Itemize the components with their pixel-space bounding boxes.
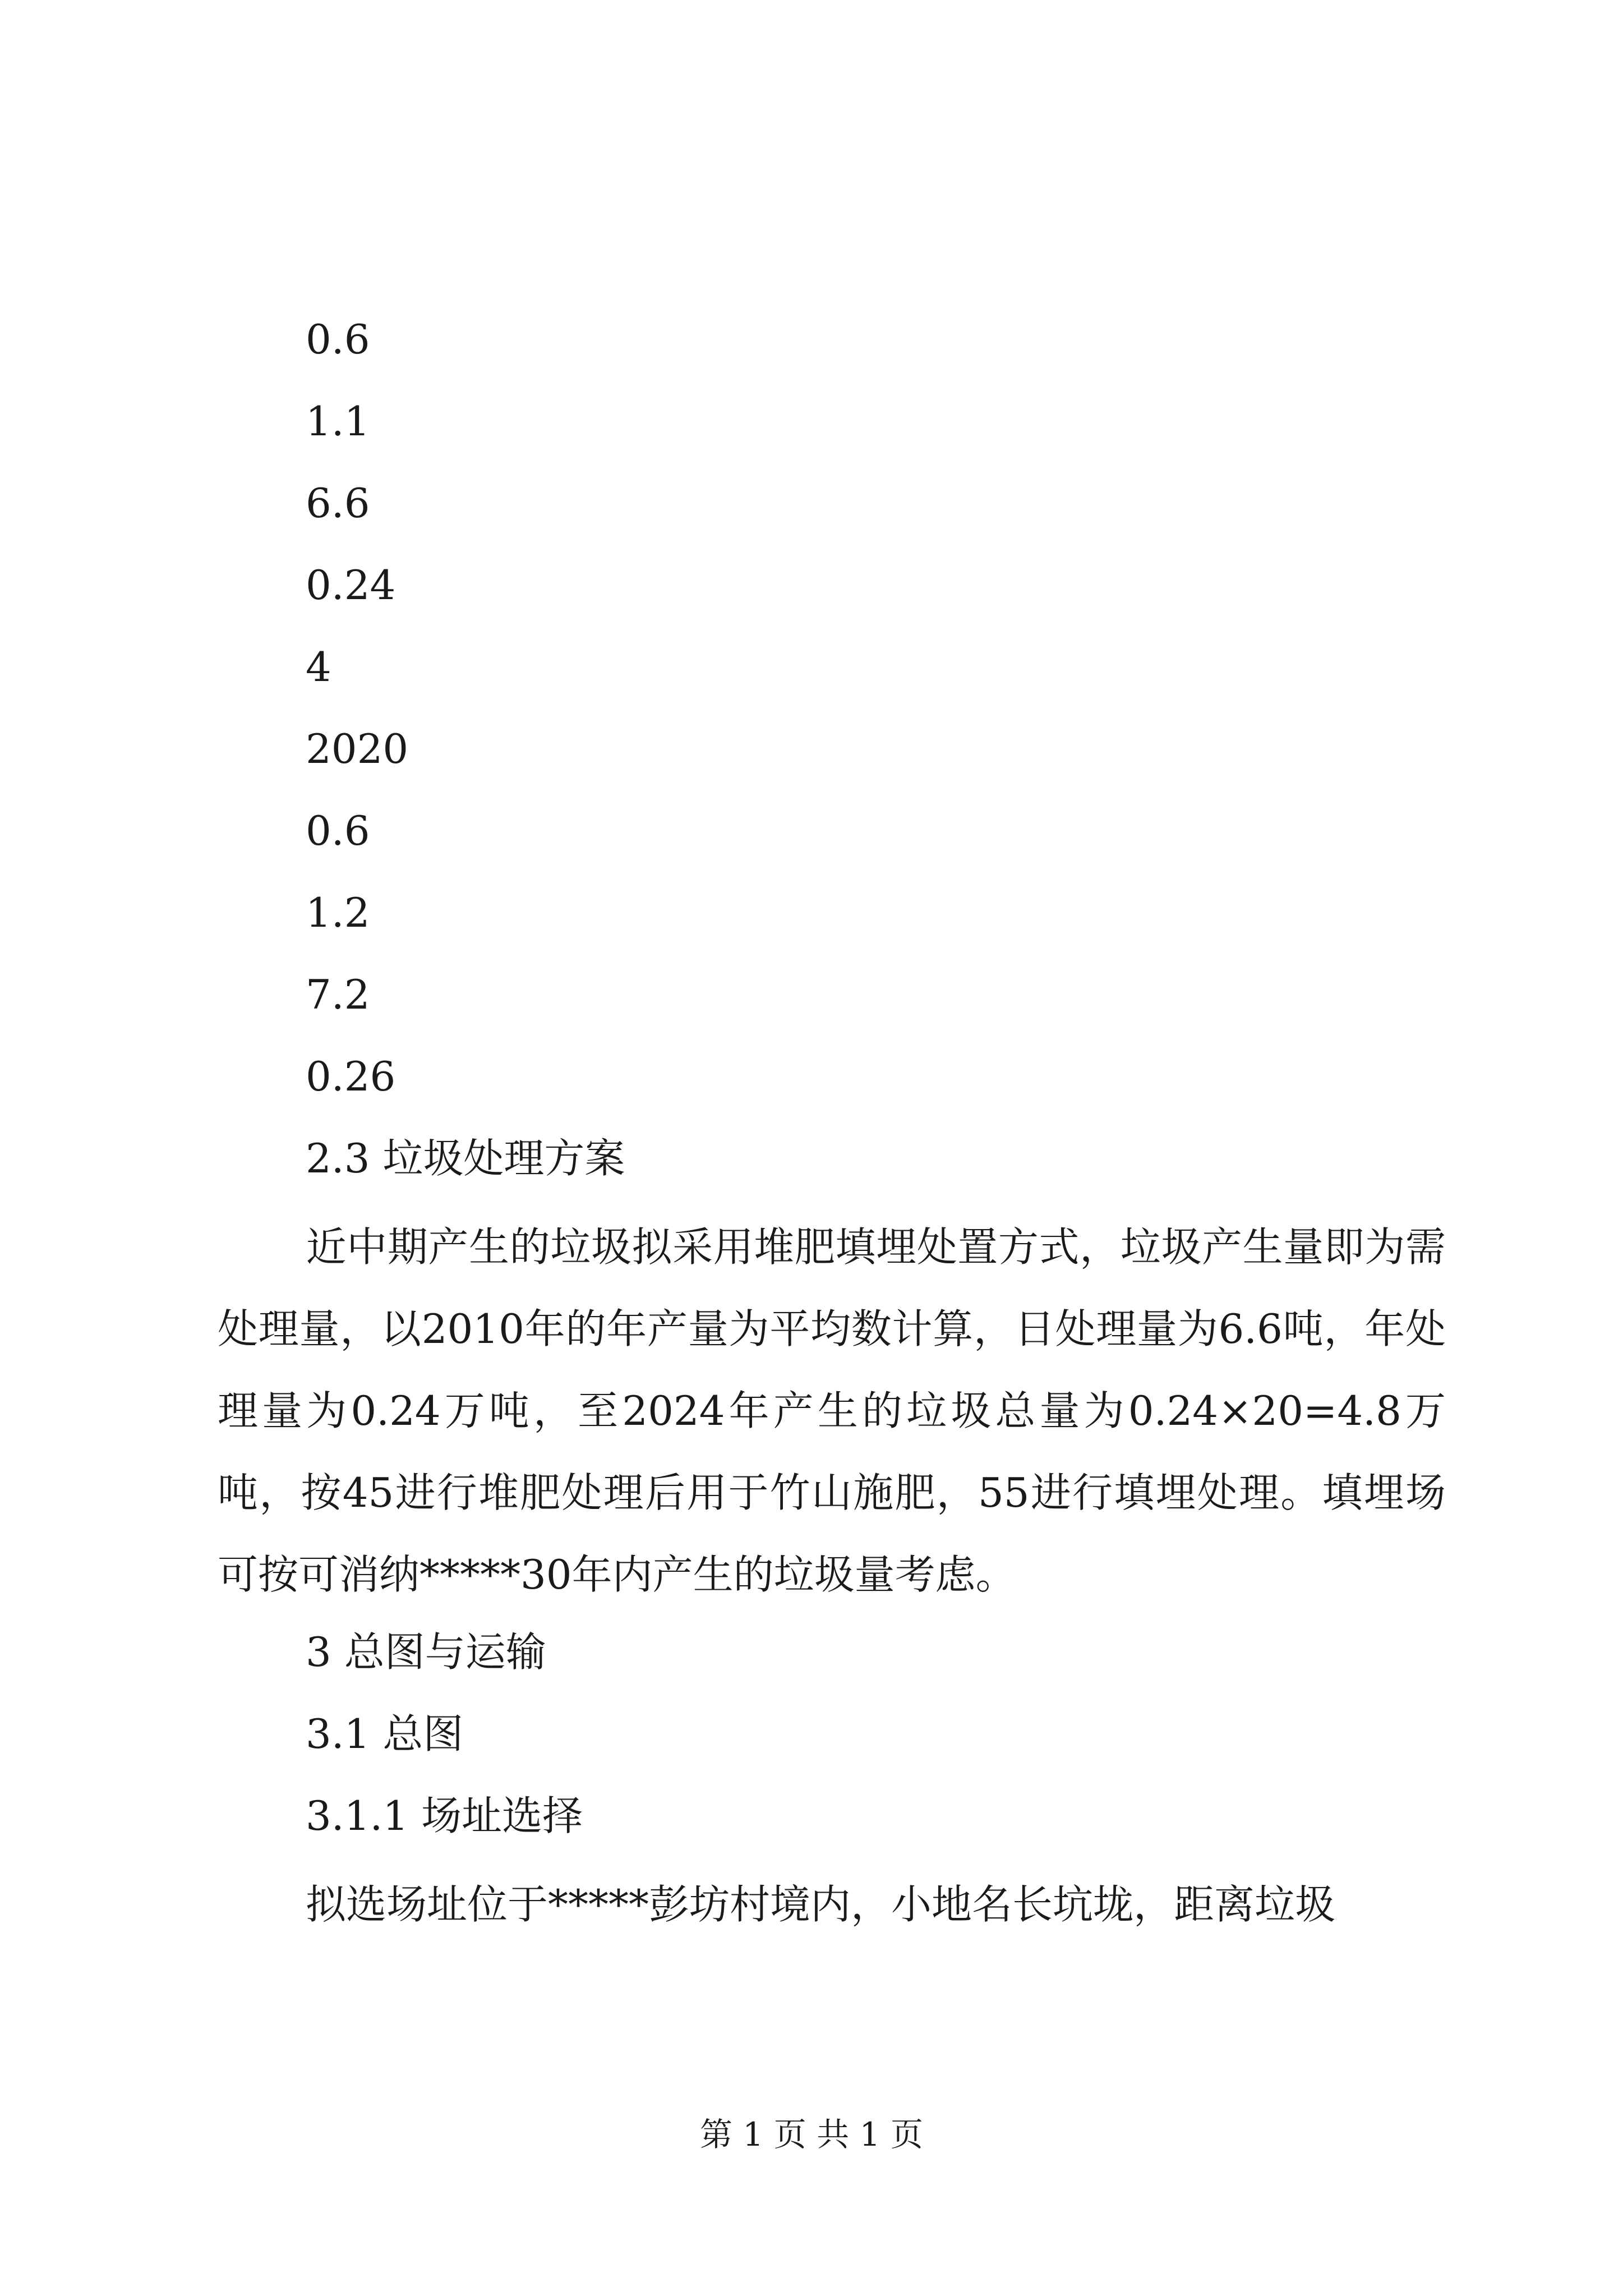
paragraph-text: 拟选场址位于*****彭坊村境内，小地名长坑垅，距离垃圾: [306, 1881, 1336, 1928]
body-paragraph: [218, 1206, 1446, 1616]
table-value: 0.24: [306, 562, 396, 609]
table-value: 0.6: [306, 807, 370, 854]
page-footer: 第 1 页 共 1 页: [700, 2115, 923, 2154]
table-value: 4: [306, 643, 331, 691]
subsection-heading: 3.1 总图: [306, 1710, 464, 1757]
section-heading: 3 总图与运输: [306, 1628, 546, 1676]
table-value: 6.6: [306, 480, 370, 527]
table-value: 7.2: [306, 971, 370, 1018]
table-value: 0.26: [306, 1053, 396, 1100]
paragraph-text: 近中期产生的垃圾拟采用堆肥填埋处置方式，垃圾产生量即为需处理量，以2010年的年产量为平均数计算，日处理量为6.6吨，年处理量为0.24万吨，至2024年产生的垃圾总量为0.24×20=4.8万吨，按45进行堆肥处理后用于竹山施肥，55进行填埋处理。填埋场可按可消纳*****30年内产生的垃圾量考虑。: [218, 1223, 1446, 1598]
body-paragraph: [218, 1864, 1446, 1945]
subsubsection-heading: 3.1.1 场址选择: [306, 1792, 583, 1839]
table-value: 0.6: [306, 316, 370, 363]
table-value: 2020: [306, 725, 409, 772]
table-value: 1.1: [306, 398, 370, 445]
table-value: 1.2: [306, 889, 370, 936]
section-heading: 2.3 垃圾处理方案: [306, 1135, 625, 1182]
